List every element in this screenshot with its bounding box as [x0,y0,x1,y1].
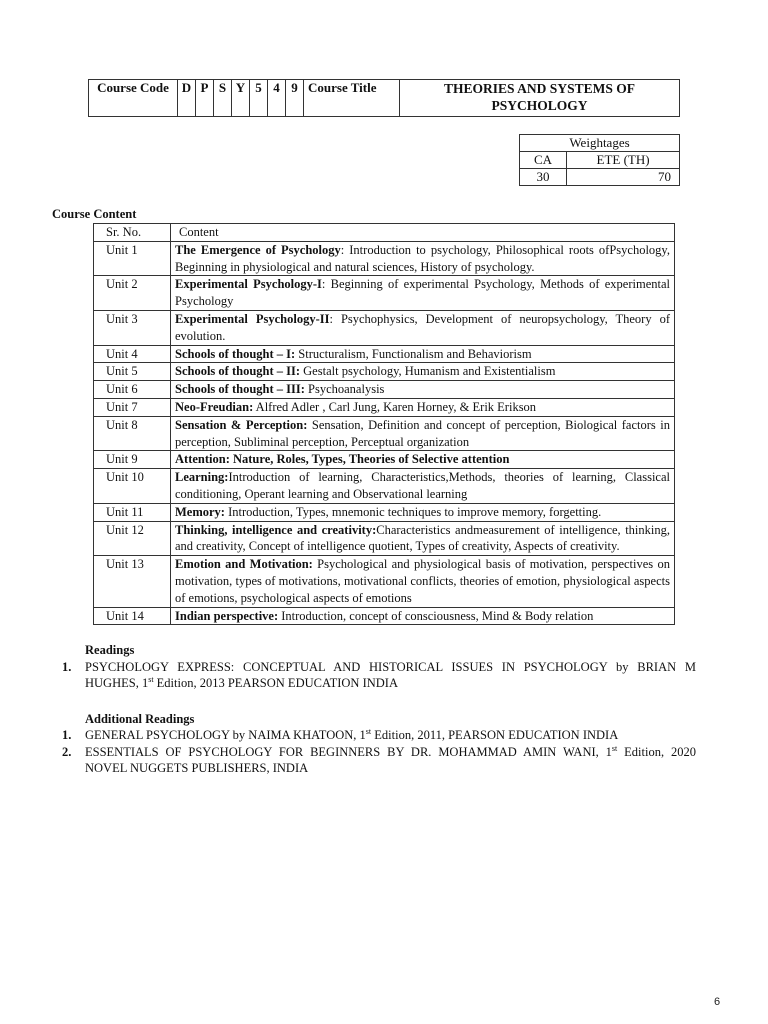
unit-description: Structuralism, Functionalism and Behaviorism [295,346,532,361]
unit-number: Unit 1 [94,241,171,276]
reading-text-tail: Edition, 2013 PEARSON EDUCATION INDIA [153,676,398,690]
course-code-char: 5 [250,80,268,117]
unit-content [171,398,675,416]
unit-topic: Sensation & Perception: [175,417,308,432]
course-code-char: S [214,80,232,117]
unit-topic: Indian perspective: [175,608,279,623]
unit-description: : Beginning of experimental Psychology, Methods of experimental Psychology [175,277,670,309]
reading-number: 2. [62,745,72,759]
weightages-table [519,134,680,186]
unit-topic: Attention: Nature, Roles, Types, Theories of Selective attention [175,452,510,467]
reading-number: 1. [62,728,72,742]
reading-item [62,727,696,743]
unit-number: Unit 3 [94,310,171,345]
course-header-table [88,79,680,117]
unit-number: Unit 11 [94,503,171,521]
table-row [94,345,675,363]
reading-text [85,727,696,743]
course-code-char: Y [232,80,250,117]
table-row [94,381,675,399]
sr-no-header: Sr. No. [94,224,171,242]
reading-text [85,659,696,691]
reading-edition-suffix: st [148,674,154,684]
course-code-char: P [196,80,214,117]
unit-number: Unit 4 [94,345,171,363]
unit-content [171,503,675,521]
unit-content [171,451,675,469]
ete-value: 70 [567,169,680,186]
unit-content [171,556,675,607]
ca-label: CA [520,152,567,169]
table-row [94,363,675,381]
unit-description: Introduction, concept of consciousness, Mind & Body relation [278,608,594,623]
unit-topic: Emotion and Motivation: [175,557,313,572]
table-row [94,556,675,607]
reading-item [62,744,696,776]
unit-description: Gestalt psychology, Humanism and Existentialism [300,364,556,379]
unit-content [171,521,675,556]
unit-content [171,607,675,625]
unit-topic: Schools of thought – I: [175,346,296,361]
unit-number: Unit 7 [94,398,171,416]
ca-value: 30 [520,169,567,186]
unit-number: Unit 14 [94,607,171,625]
unit-number: Unit 13 [94,556,171,607]
unit-description: Introduction of learning, Characteristics,Methods, theories of learning, Classical conditioning, Operant learning and Observational learning [175,470,670,501]
unit-topic: Neo-Freudian: [175,399,254,414]
additional-readings-heading: Additional Readings [85,712,195,726]
unit-number: Unit 9 [94,451,171,469]
unit-description: Alfred Adler , Carl Jung, Karen Horney, & Erik Erikson [253,399,537,414]
content-header: Content [171,224,675,242]
unit-description: : Introduction to psychology, Philosophical roots ofPsychology, Beginning in physiological and natural sciences, History of psychology. [175,242,670,274]
reading-text-tail: Edition, 2020 NOVEL NUGGETS PUBLISHERS, INDIA [85,745,696,775]
reading-text-tail: Edition, 2011, PEARSON EDUCATION INDIA [371,728,619,742]
unit-number: Unit 5 [94,363,171,381]
unit-description: Sensation, Definition and concept of perception, Biological factors in perception, Subliminal perception, Perceptual organization [175,417,670,449]
reading-edition-suffix: st [365,726,372,736]
table-row [94,607,675,625]
table-header-row [94,224,675,242]
reading-text [85,744,696,776]
reading-text-main: GENERAL PSYCHOLOGY by NAIMA KHATOON, 1 [85,728,366,742]
course-code-char: D [178,80,196,117]
unit-content [171,381,675,399]
course-code-label: Course Code [89,80,178,117]
unit-number: Unit 6 [94,381,171,399]
ete-label: ETE (TH) [567,152,680,169]
unit-number: Unit 10 [94,469,171,504]
reading-number: 1. [62,660,72,674]
course-content-table [93,223,675,625]
course-code-char: 9 [286,80,304,117]
unit-description: Characteristics andmeasurement of intelligence, thinking, and creativity, Concept of intelligence quotient, Types of creativity, Aspects of creativity. [175,522,670,554]
table-row [94,310,675,345]
unit-topic: Experimental Psychology-I [175,277,322,292]
readings-heading: Readings [85,643,135,657]
unit-topic: Experimental Psychology-II [175,311,330,326]
unit-topic: Memory: [175,504,225,519]
table-row [94,469,675,504]
unit-description: Psychological and physiological basis of motivation, perspectives on motivation, types of motivations, motivational conflicts, theories of emotion, physiological aspects of emotions, psychological aspects of emotions [175,557,670,605]
page-number: 6 [714,996,721,1008]
reading-text-main: PSYCHOLOGY EXPRESS: CONCEPTUAL AND HISTORICAL ISSUES IN PSYCHOLOGY by BRIAN M HUGHES, 1 [85,660,696,690]
course-code-char: 4 [268,80,286,117]
unit-content [171,469,675,504]
table-row [94,398,675,416]
unit-content [171,416,675,451]
course-title-label: Course Title [304,80,400,117]
unit-content [171,241,675,276]
table-row [94,276,675,311]
reading-item [62,659,696,691]
unit-content [171,310,675,345]
table-row [94,503,675,521]
unit-number: Unit 8 [94,416,171,451]
table-row [94,416,675,451]
unit-content [171,363,675,381]
unit-description: Psychoanalysis [304,382,385,397]
weightages-title: Weightages [520,135,680,152]
reading-edition-suffix: st [611,743,618,753]
unit-topic: Schools of thought – III: [175,382,305,397]
unit-description: Introduction, Types, mnemonic techniques to improve memory, forgetting. [224,504,602,519]
reading-text-main: ESSENTIALS OF PSYCHOLOGY FOR BEGINNERS BY DR. MOHAMMAD AMIN WANI, 1 [85,745,612,759]
unit-content [171,345,675,363]
table-row [94,521,675,556]
table-row [94,241,675,276]
table-row [94,451,675,469]
course-title: THEORIES AND SYSTEMS OF PSYCHOLOGY [400,80,680,117]
unit-description: : Psychophysics, Development of neuropsychology, Theory of evolution. [175,311,670,343]
unit-number: Unit 2 [94,276,171,311]
unit-content [171,276,675,311]
unit-topic: Thinking, intelligence and creativity: [175,522,377,537]
unit-number: Unit 12 [94,521,171,556]
unit-topic: The Emergence of Psychology [175,242,341,257]
unit-topic: Learning: [175,470,229,485]
course-content-heading: Course Content [52,207,137,221]
unit-topic: Schools of thought – II: [175,364,301,379]
